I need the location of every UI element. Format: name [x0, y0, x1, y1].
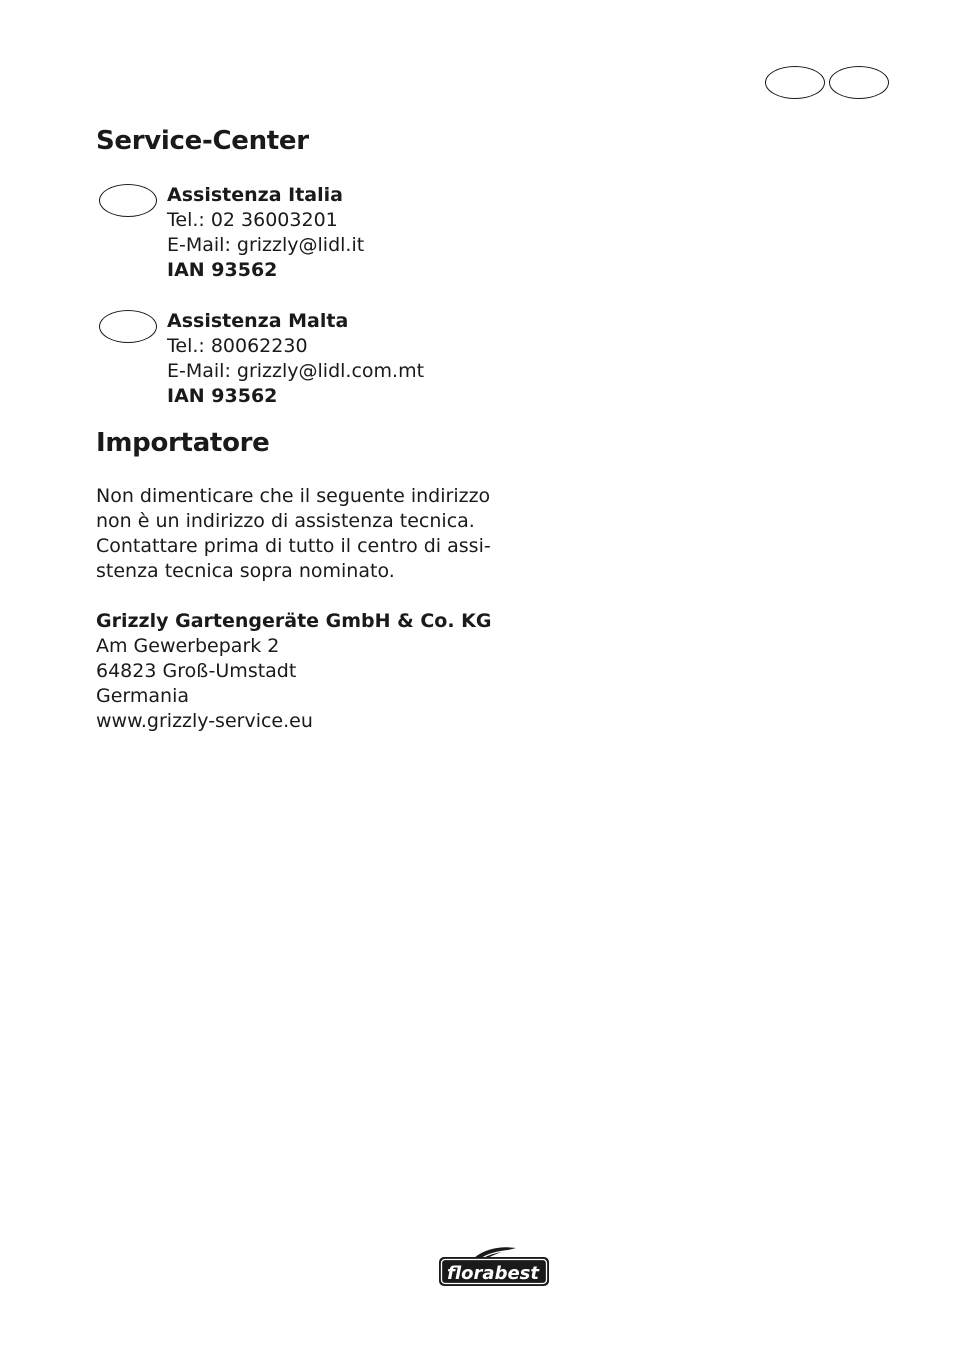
company-name: Grizzly Gartengeräte GmbH & Co. KG [96, 610, 492, 632]
service-ian: IAN 93562 [167, 385, 278, 407]
service-email: E-Mail: grizzly@lidl.it [167, 234, 365, 256]
note-line: stenza tecnica sopra nominato. [96, 560, 395, 582]
importer-address-block [96, 609, 492, 734]
address-line: Germania [96, 685, 190, 707]
note-line: Contattare prima di tutto il centro di assi- [96, 535, 491, 557]
country-badge-malta [99, 310, 157, 343]
svg-text:florabest: florabest [447, 1263, 539, 1284]
service-email: E-Mail: grizzly@lidl.com.mt [167, 360, 425, 382]
country-badge-italy [99, 184, 157, 217]
service-name: Assistenza Malta [167, 310, 349, 332]
importer-title: Importatore [96, 428, 270, 458]
language-badge-1 [765, 66, 825, 99]
address-line: Am Gewerbepark 2 [96, 635, 280, 657]
service-ian: IAN 93562 [167, 259, 278, 281]
service-center-title: Service-Center [96, 126, 309, 156]
service-name: Assistenza Italia [167, 184, 343, 206]
note-line: Non dimenticare che il seguente indirizzo [96, 485, 491, 507]
service-entry-italy [167, 183, 364, 283]
address-line: 64823 Groß-Umstadt [96, 660, 297, 682]
language-badge-2 [829, 66, 889, 99]
florabest-logo-graphic [436, 1244, 554, 1290]
florabest-logo [436, 1244, 554, 1290]
service-phone: Tel.: 02 36003201 [167, 209, 338, 231]
website-link[interactable]: www.grizzly-service.eu [96, 710, 313, 732]
service-entry-malta [167, 309, 424, 409]
note-line: non è un indirizzo di assistenza tecnica. [96, 510, 475, 532]
importer-note [96, 484, 496, 584]
service-phone: Tel.: 80062230 [167, 335, 308, 357]
